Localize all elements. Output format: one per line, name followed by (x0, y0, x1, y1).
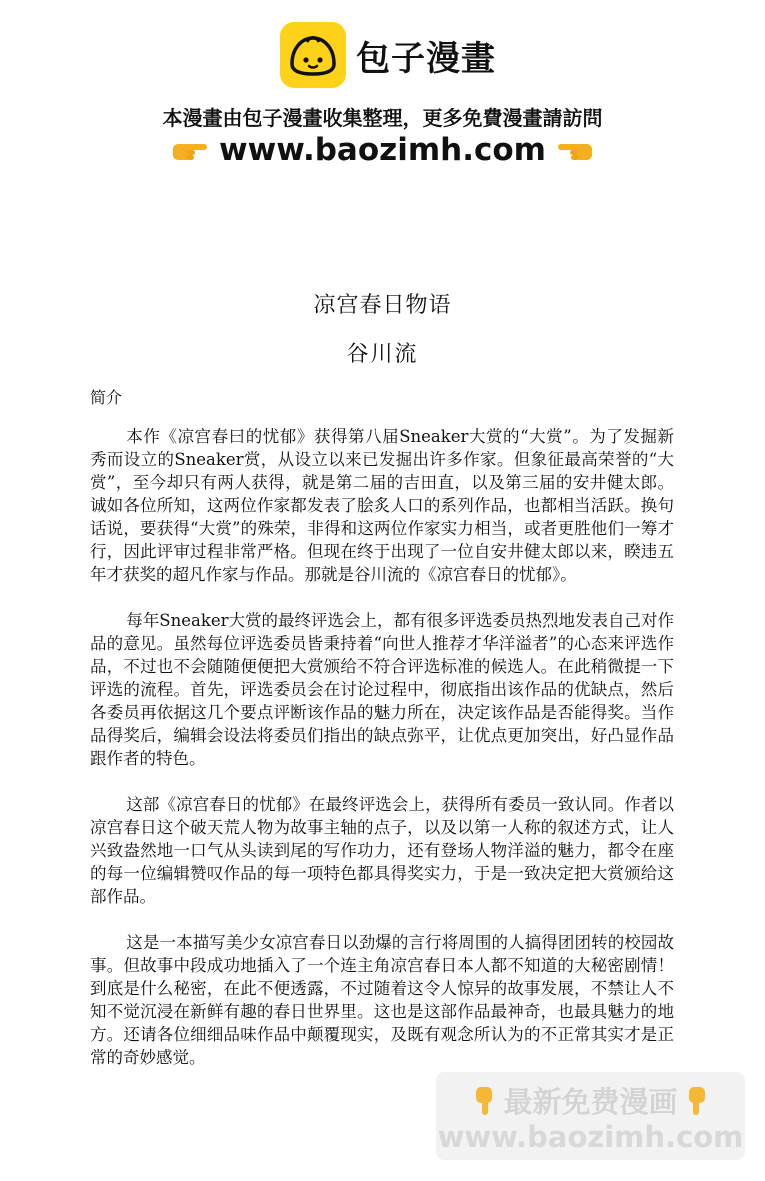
watermark-badge[interactable] (436, 1072, 745, 1160)
watermark-url[interactable]: www.baozimh.com (437, 1120, 744, 1154)
site-url[interactable]: www.baozimh.com (219, 132, 546, 168)
section-label: 简介 (90, 388, 123, 407)
document-title: 凉宫春日物语 (313, 293, 452, 318)
site-header (0, 0, 765, 200)
paragraph: 每年Sneaker大赏的最终评选会上，都有很多评选委员热烈地发表自己对作品的意见。虽然每位评选委员皆秉持着“向世人推荐才华洋溢者”的心态来评选作品，不过也不会随随便便把大赏颁给不符合评选标准的候选人。在此稍微提一下评选的流程。首先，评选委员会在讨论过程中，彻底指出该作品的优缺点，然后各委员再依据这几个要点评断该作品的魅力所在，决定该作品是否能得奖。当作品得奖后，编辑会设法将委员们指出的缺点弥平，让优点更加突出，好凸显作品跟作者的特色。 (90, 611, 674, 768)
pointing-right-hand-icon (169, 135, 209, 165)
logo-text: 包子漫畫 (356, 38, 496, 79)
tagline: 本漫畫由包子漫畫收集整理，更多免費漫畫請訪問 (162, 106, 603, 130)
watermark-headline (436, 1080, 745, 1121)
document-author: 谷川流 (346, 342, 419, 367)
watermark-text: 最新免费漫画 (503, 1085, 678, 1119)
pointing-down-hand-icon (680, 1085, 712, 1117)
synopsis-body (90, 425, 674, 1092)
pointing-down-hand-icon (469, 1085, 501, 1117)
paragraph: 这部《凉宫春日的忧郁》在最终评选会上，获得所有委员一致认同。作者以凉宫春日这个破天荒人物为故事主轴的点子，以及以第一人称的叙述方式，让人兴致盎然地一口气从头读到尾的写作功力，还有登场人物洋溢的魅力，都令在座的每一位编辑赞叹作品的每一项特色都具得奖实力，于是一致决定把大赏颁给这部作品。 (90, 795, 674, 906)
site-url-row[interactable] (0, 132, 765, 168)
paragraph: 这是一本描写美少女凉宫春日以劲爆的言行将周围的人搞得团团转的校园故事。但故事中段成功地插入了一个连主角凉宫春日本人都不知道的大秘密剧情！到底是什么秘密，在此不便透露，不过随着这令人惊异的故事发展，不禁让人不知不觉沉浸在新鲜有趣的春日世界里。这也是这部作品最神奇，也最具魅力的地方。还请各位细细品味作品中颠覆现实，及既有观念所认为的不正常其实才是正常的奇妙感觉。 (90, 933, 674, 1067)
site-logo[interactable] (280, 22, 496, 88)
paragraph: 本作《凉宫春曰的忧郁》获得第八届Sneaker大赏的“大赏”。为了发掘新秀而设立的Sneaker赏，从设立以来已发掘出许多作家。但象征最高荣誉的“大赏”，至今却只有两人获得，就是第二届的吉田直，以及第三届的安井健太郎。诚如各位所知，这两位作家都发表了脍炙人口的系列作品，也都相当活跃。换句话说，要获得“大赏”的殊荣，非得和这两位作家实力相当，或者更胜他们一筹才行，因此评审过程非常严格。但现在终于出现了一位自安井健太郎以来，睽违五年才获奖的超凡作家与作品。那就是谷川流的《凉宫春日的忧郁》。 (90, 427, 674, 584)
pointing-left-hand-icon (556, 135, 596, 165)
bun-mascot-icon (280, 22, 346, 88)
